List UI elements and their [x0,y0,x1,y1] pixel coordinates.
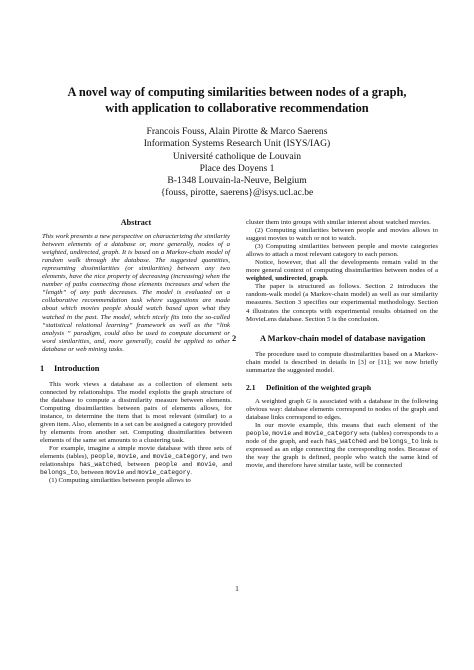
right-column [232,219,438,470]
section-2-1-paragraph-1: A weighted graph G is associated with a database in the following obvious way: database elements correspond to nodes of the graph and database links correspond to edges. [246,397,438,421]
code-has-watched: has_watched [79,461,121,469]
code-movie: movie [117,453,137,461]
section-1-number: 1 [40,363,45,373]
left-column [40,219,232,485]
intro-continuation: cluster them into groups with similar interest about watched movies. [246,219,431,226]
code-movie-category: movie_category [137,469,191,477]
intro-item-3: (3) Computing similarities between people and movie categories allows to attach a most relevant category to each person. [246,243,438,259]
code-people: people [154,461,178,469]
code-movie: movie [272,429,292,437]
address-street: Place des Doyens 1 [199,162,275,174]
author-names: Francois Fouss, Alain Pirotte & Marco Saerens [146,126,328,137]
code-movie-category: movie_category [152,453,206,461]
abstract-body: This work presents a new perspective on characterizing the similarity between elements of a database or, more generally, nodes of a weighted, undirected, graph. It is based on a Markov-chain model of random walk through the database. The suggested quantities, representing dissimilarities (or similarities) between any two elements, have the nice property of decreasing (increasing) when the number of paths connecting those elements increases and when the “length” of any path decreases. The model is evaluated on a collaborative recommendation task where suggestions are made about which movies people should watch based upon what they watched in the past. The model, which nicely fits into the so-called “statistical relational learning” framework as well as the “link analysis ” paradigm, could also be used to compute document or word similarities, and, more generally, could be applied to other database or web mining tasks. [42,233,230,353]
code-movie: movie [105,469,125,477]
code-has-watched: has_watched [325,438,367,446]
affiliation-university: Université catholique de Louvain [172,150,302,162]
abstract-heading: Abstract [120,218,152,227]
section-2-1-paragraph-2: In our movie example, this means that each element of the people, movie and movie_category sets (tables) corresponds to a node of the graph, and each has_watched and belongs_to link is expressed as an edge connecting the corresponding nodes. Because of the way the graph is defined, people who watch the same kind of movie, and therefore have similar taste, will be connected [246,421,438,470]
code-belongs-to: belongs_to [380,438,419,446]
section-2-1-heading [246,384,438,392]
intro-paragraph-1: This work views a database as a collection of element sets connected by relationships. The model exploits the graph structure of the database to compute a dissimilarity measure between elements. Computing dissimilarities between pairs of elements allows, for instance, to determine the item that is most relevant (similar) to a given item. Also, elements in a set can be assigned a category provided by elements from another set. Computing dissimilarities between elements of the same set amounts to a clustering task. [40,380,232,445]
intro-paragraph-2: For example, imagine a simple movie database with three sets of elements (tables), people, movie, and movie_category, and two relationships has_watched, between people and movie, and belongs_to, between movie and movie_category. [40,445,233,477]
intro-item-2: (2) Computing similarities between people and movies allows to suggest movies to watch or not to watch. [246,227,438,243]
page-number: 1 [235,584,239,593]
section-2-heading [232,333,438,344]
author-emails: {fouss, pirotte, saerens}@isys.ucl.ac.be [160,187,314,199]
paper-title [40,84,434,116]
intro-structure: The paper is structured as follows. Section 2 introduces the random-walk model (a Markov-chain model) as well as our similarity measures. Section 3 specifies our experimental methodology. Section 4 illustrates the concepts with experimental results obtained on the MovieLens database. Section 5 is the conclusion. [246,283,438,323]
section-2-1-number: 2.1 [246,382,256,392]
section-1-title: Introduction [54,363,100,373]
emph-graph: graph [309,275,327,283]
code-movie-category: movie_category [304,429,358,437]
section-2-paragraph: The procedure used to compute dissimilarities based on a Markov-chain model is described in details in [3] or [11]; we now briefly summarize the suggested model. [246,350,438,374]
author-block [60,126,414,200]
title-line-2: with application to collaborative recommendation [105,101,369,115]
code-people: people [90,453,114,461]
title-line-1: A novel way of computing similarities between nodes of a graph, [67,85,407,99]
section-1-heading [40,364,232,374]
code-belongs-to: belongs_to [40,469,78,477]
address-city: B-1348 Louvain-la-Neuve, Belgium [167,175,307,187]
section-2-title: A Markov-chain model of database navigation [260,333,426,343]
emph-weighted: weighted [246,275,272,283]
intro-paragraph-3: (1) Computing similarities between people allows to [49,477,191,485]
section-2-1-title: Definition of the weighted graph [266,382,372,392]
affiliation-unit: Information Systems Research Unit (ISYS/IAG) [143,138,331,150]
intro-notice: Notice, however, that all the developments remain valid in the more general context of computing dissimilarities between nodes of a weighted, undirected, graph. [246,259,438,283]
math-G: G [305,397,311,405]
code-people: people [246,429,269,437]
code-movie: movie [196,461,216,469]
section-2-number: 2 [232,333,237,343]
emph-undirected: undirected [275,275,307,283]
